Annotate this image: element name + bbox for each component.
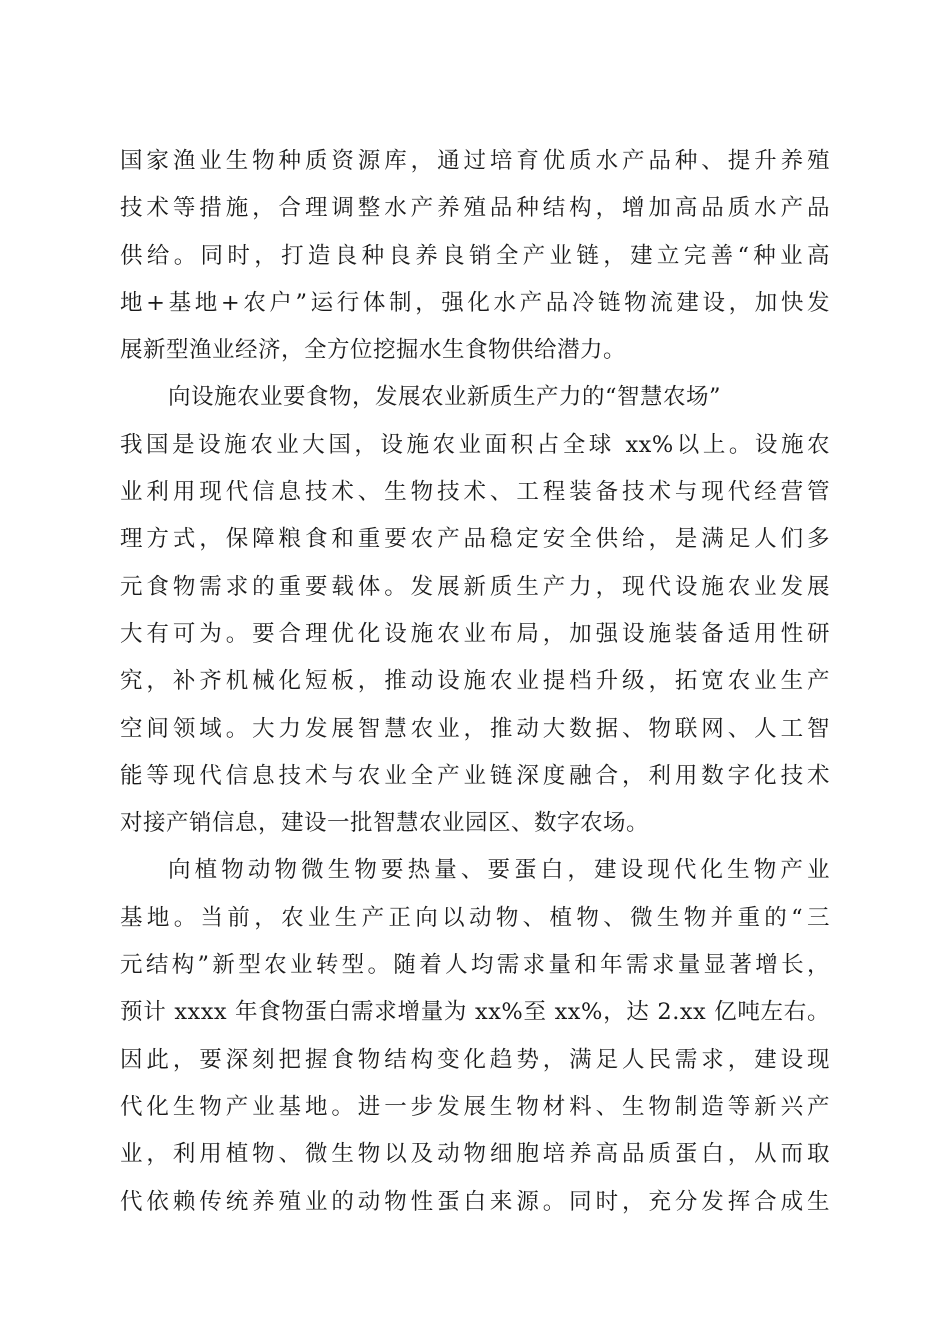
text-line: 能等现代信息技术与农业全产业链深度融合，利用数字化技术 <box>120 762 830 789</box>
text-line: 对接产销信息，建设一批智慧农业园区、数字农场。 <box>120 810 650 837</box>
text-line: 因此，要深刻把握食物结构变化趋势，满足人民需求，建设现 <box>120 1046 830 1073</box>
text-line: 代依赖传统养殖业的动物性蛋白来源。同时，充分发挥合成生 <box>120 1188 830 1215</box>
text-line: 我国是设施农业大国，设施农业面积占全球 xx%以上。设施农 <box>120 431 830 458</box>
text-line: 技术等措施，合理调整水产养殖品种结构，增加高品质水产品 <box>120 195 830 222</box>
text-line: 理方式，保障粮食和重要农产品稳定安全供给，是满足人们多 <box>120 526 830 553</box>
text-line: 空间领域。大力发展智慧农业，推动大数据、物联网、人工智 <box>120 715 830 742</box>
text-line: 预计 xxxx 年食物蛋白需求增量为 xx%至 xx%，达 2.xx 亿吨左右。 <box>120 999 830 1026</box>
text-line: 代化生物产业基地。进一步发展生物材料、生物制造等新兴产 <box>120 1093 830 1120</box>
text-line: 元食物需求的重要载体。发展新质生产力，现代设施农业发展 <box>120 573 830 600</box>
text-line: 业利用现代信息技术、生物技术、工程装备技术与现代经营管 <box>120 479 830 506</box>
document-body <box>120 138 830 1226</box>
text-line: 地+基地+农户”运行体制，强化水产品冷链物流建设，加快发 <box>120 289 830 316</box>
text-line: 业，利用植物、微生物以及动物细胞培养高品质蛋白，从而取 <box>120 1141 830 1168</box>
text-line: 展新型渔业经济，全方位挖掘水生食物供给潜力。 <box>120 337 627 364</box>
text-line: 基地。当前，农业生产正向以动物、植物、微生物并重的“三 <box>120 904 830 931</box>
text-line: 究，补齐机械化短板，推动设施农业提档升级，拓宽农业生产 <box>120 668 830 695</box>
text-line: 元结构”新型农业转型。随着人均需求量和年需求量显著增长， <box>120 952 830 979</box>
text-line: 大有可为。要合理优化设施农业布局，加强设施装备适用性研 <box>120 620 830 647</box>
text-line: 国家渔业生物种质资源库，通过培育优质水产品种、提升养殖 <box>120 148 830 174</box>
text-line: 向设施农业要食物，发展农业新质生产力的“智慧农场” <box>168 384 722 411</box>
text-line: 供给。同时，打造良种良养良销全产业链，建立完善“种业高 <box>120 242 830 269</box>
text-line: 向植物动物微生物要热量、要蛋白，建设现代化生物产业 <box>168 857 830 884</box>
